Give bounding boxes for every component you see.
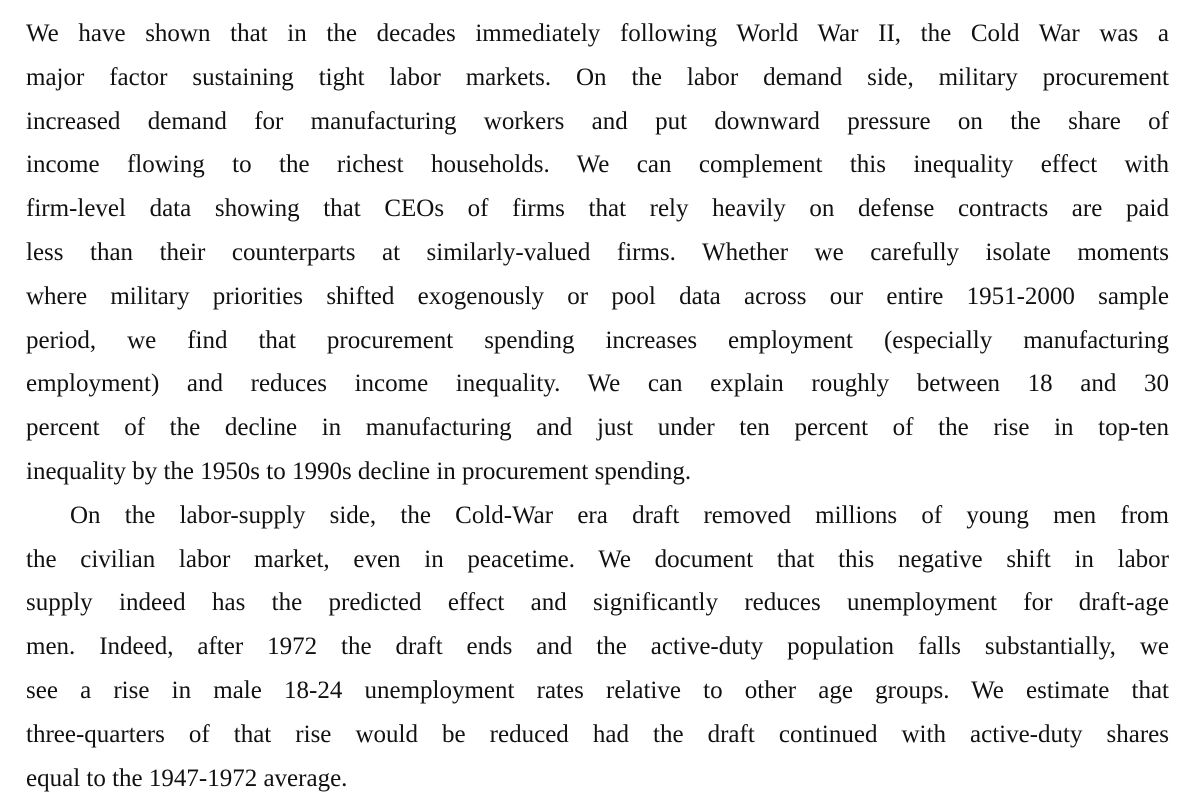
text-line: period, we find that procurement spending increases employment (especially manufacturing (26, 326, 1169, 354)
text-line: see a rise in male 18-24 unemployment rates relative to other age groups. We estimate that (26, 676, 1169, 704)
text-line: firm-level data showing that CEOs of firms that rely heavily on defense contracts are paid (26, 195, 1169, 223)
text-line: income flowing to the richest households. We can complement this inequality effect with (26, 151, 1169, 179)
document-page (26, 12, 1169, 800)
text-line: percent of the decline in manufacturing and just under ten percent of the rise in top-ten (26, 414, 1169, 442)
text-line: the civilian labor market, even in peacetime. We document that this negative shift in labor (26, 545, 1169, 573)
paragraph-labor-demand (26, 12, 1169, 494)
text-line: inequality by the 1950s to 1990s decline in procurement spending. (26, 457, 692, 485)
text-line: less than their counterparts at similarly-valued firms. Whether we carefully isolate moments (26, 238, 1169, 266)
text-line: On the labor-supply side, the Cold-War era draft removed millions of young men from (70, 501, 1169, 529)
text-line: employment) and reduces income inequality. We can explain roughly between 18 and 30 (26, 370, 1169, 398)
text-line: supply indeed has the predicted effect and significantly reduces unemployment for draft-age (26, 589, 1169, 617)
text-line: increased demand for manufacturing workers and put downward pressure on the share of (26, 107, 1169, 135)
text-line: where military priorities shifted exogenously or pool data across our entire 1951-2000 sample (26, 282, 1169, 310)
text-line: major factor sustaining tight labor markets. On the labor demand side, military procurement (26, 63, 1169, 91)
text-line: three-quarters of that rise would be reduced had the draft continued with active-duty shares (26, 720, 1169, 748)
text-line: We have shown that in the decades immediately following World War II, the Cold War was a (26, 20, 1169, 47)
text-line: men. Indeed, after 1972 the draft ends and the active-duty population falls substantially, we (26, 633, 1169, 661)
paragraph-labor-supply (26, 494, 1169, 801)
text-line: equal to the 1947-1972 average. (26, 764, 348, 792)
